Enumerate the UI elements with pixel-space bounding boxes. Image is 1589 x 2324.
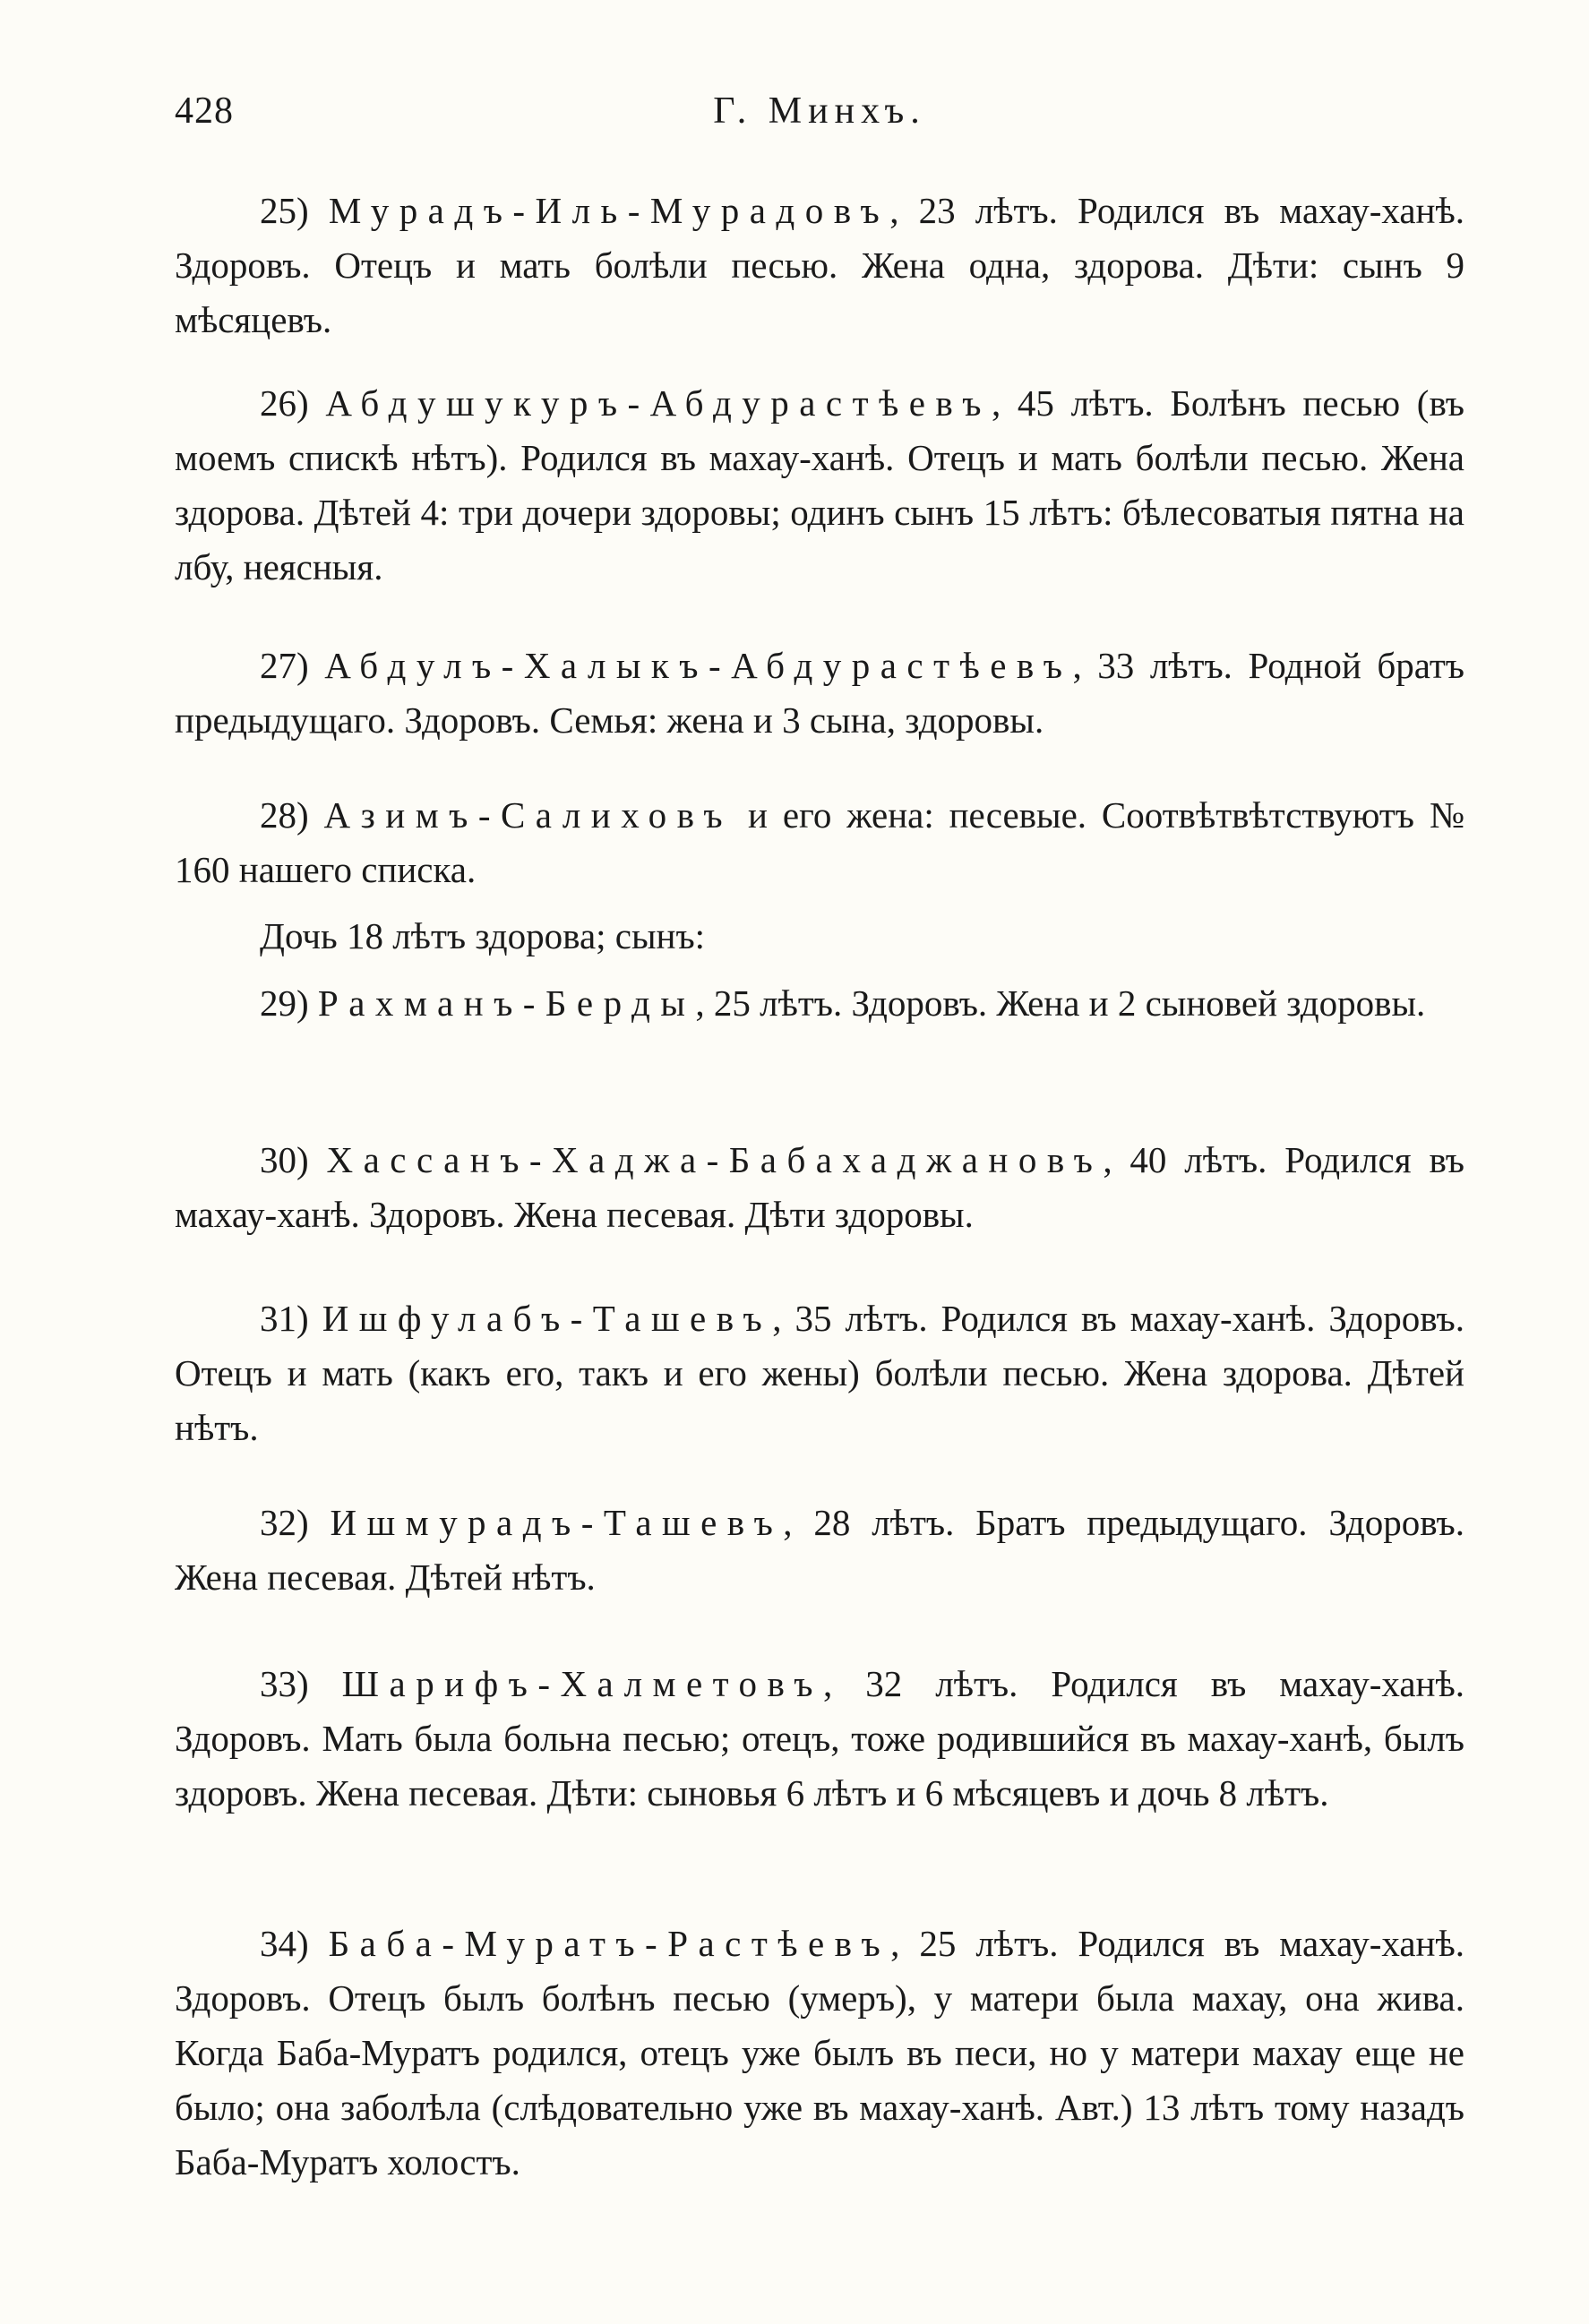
page-number: 428 — [175, 90, 234, 132]
entry-name: Ишфулабъ-Ташевъ — [322, 1298, 773, 1339]
entry-text: , 33 лѣтъ. Родной братъ предыдущаго. Здоровъ. Семья: жена и 3 сына, здоровы. — [175, 645, 1464, 741]
entry-name: Ишмурадъ-Ташевъ — [330, 1502, 784, 1543]
entry-31 — [175, 1291, 1464, 1455]
entry-28-continuation — [175, 909, 1464, 964]
entry-name: Азимъ-Салиховъ — [323, 794, 734, 836]
entry-28 — [175, 788, 1464, 897]
entry-name: Абдулъ-Халыкъ-Абдурастѣевъ — [324, 645, 1073, 686]
entry-number: 33) — [260, 1663, 309, 1704]
entry-number: 32) — [260, 1502, 309, 1543]
entry-text: , 40 лѣтъ. Родился въ махау-ханѣ. Здоровъ. Жена песевая. Дѣти здоровы. — [175, 1139, 1464, 1235]
entry-number: 28) — [260, 794, 309, 836]
entry-29 — [175, 976, 1464, 1031]
entry-name: Мурадъ-Иль-Мурадовъ — [328, 190, 890, 231]
entry-27 — [175, 639, 1464, 748]
entry-name: Баба-Муратъ-Растѣевъ — [328, 1923, 891, 1964]
entry-text: , 23 лѣтъ. Родился въ махау-ханѣ. Здоровъ. Отецъ и мать болѣли песью. Жена одна, здорова. Дѣти: сынъ 9 мѣсяцевъ. — [175, 190, 1465, 340]
entry-name: Шарифъ-Халметовъ — [341, 1663, 823, 1704]
entry-number: 31) — [260, 1298, 309, 1339]
entry-25 — [175, 184, 1464, 347]
entry-26 — [175, 376, 1464, 595]
entry-number: 30) — [260, 1139, 309, 1180]
entry-name: Абдушукуръ-Абдурастѣевъ — [325, 382, 992, 424]
entry-32 — [175, 1496, 1464, 1605]
entry-text: , 35 лѣтъ. Родился въ махау-ханѣ. Здоровъ. Отецъ и мать (какъ его, такъ и его жены) болѣли песью. Жена здорова. Дѣтей нѣтъ. — [175, 1298, 1465, 1448]
entry-number: 25) — [260, 190, 309, 231]
entry-number: 29) — [260, 982, 309, 1024]
entry-33 — [175, 1657, 1464, 1821]
entry-text: Дочь 18 лѣтъ здорова; сынъ: — [260, 915, 706, 956]
entry-text: , 45 лѣтъ. Болѣнъ песью (въ моемъ спискѣ нѣтъ). Родился въ махау-ханѣ. Отецъ и мать болѣли песью. Жена здорова. Дѣтей 4: три дочери здоровы; одинъ сынъ 15 лѣтъ: бѣлесоватыя пятна на лбу, неясныя. — [175, 382, 1464, 587]
entry-text: , 28 лѣтъ. Братъ предыдущаго. Здоровъ. Жена песевая. Дѣтей нѣтъ. — [175, 1502, 1464, 1598]
entry-34 — [175, 1917, 1464, 2190]
entry-30 — [175, 1133, 1464, 1242]
entry-name: Рахманъ-Берды — [317, 982, 696, 1024]
entry-text: , 25 лѣтъ. Родился въ махау-ханѣ. Здоровъ. Отецъ былъ болѣнъ песью (умеръ), у матери была махау, она жива. Когда Баба-Муратъ родился, отецъ уже былъ въ песи, но у матери махау еще не было; она заболѣла (слѣдовательно уже въ махау-ханѣ. Авт.) 13 лѣтъ тому назадъ Баба-Муратъ холостъ. — [175, 1923, 1465, 2183]
entry-text: , 32 лѣтъ. Родился въ махау-ханѣ. Здоровъ. Мать была больна песью; отецъ, тоже родившийся въ махау-ханѣ, былъ здоровъ. Жена песевая. Дѣти: сыновья 6 лѣтъ и 6 мѣсяцевъ и дочь 8 лѣтъ. — [175, 1663, 1465, 1814]
entry-number: 27) — [260, 645, 309, 686]
entry-number: 34) — [260, 1923, 309, 1964]
running-head: Г. Минхъ. — [713, 90, 926, 132]
entry-number: 26) — [260, 382, 309, 424]
entry-text: и его жена: песевые. Соотвѣтвѣтствуютъ № 160 нашего списка. — [175, 794, 1464, 890]
entry-name: Хассанъ-Хаджа-Бабахаджановъ — [326, 1139, 1104, 1180]
entry-text: , 25 лѣтъ. Здоровъ. Жена и 2 сыновей здоровы. — [695, 982, 1426, 1024]
page-header — [175, 90, 1464, 143]
